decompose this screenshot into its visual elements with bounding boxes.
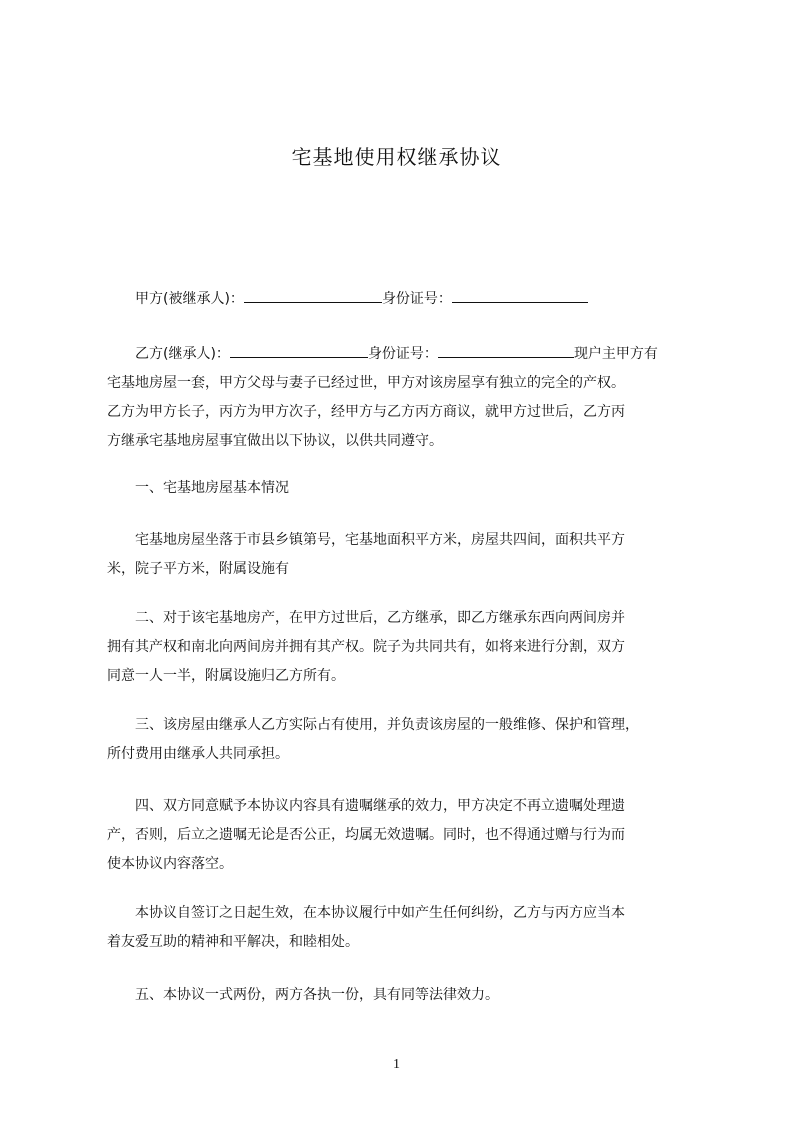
page-number: 1 [393,1057,400,1072]
party-a-paragraph [107,285,701,314]
section-1-heading [107,474,701,503]
party-b-id-label: 身份证号： [367,346,438,362]
section-2-line-1: 二、对于该宅基地房产，在甲方过世后，乙方继承，即乙方继承东西向两间房并 [135,610,625,626]
party-a-id-blank [452,288,588,303]
party-a-id-label: 身份证号： [381,291,452,307]
section-4-line-1: 四、双方同意赋予本协议内容具有遗嘱继承的效力，甲方决定不再立遗嘱处理遗 [135,798,625,814]
party-b-paragraph [107,340,701,456]
party-b-text-after: 现户主甲方有 [573,346,658,362]
section-1-heading-text: 一、宅基地房屋基本情况 [135,480,289,496]
effective-clause [107,899,701,957]
section-1-body [107,526,701,584]
section-3 [107,711,701,769]
party-b-line-2: 宅基地房屋一套，甲方父母与妻子已经过世，甲方对该房屋享有独立的完全的产权。 [107,375,625,391]
section-4-line-3: 使本协议内容落空。 [107,856,233,872]
section-5 [107,981,701,1010]
section-1-body-line-2: 米，院子平方米，附属设施有 [107,561,289,577]
party-a-name-blank [244,288,382,303]
party-b-name-blank [230,343,368,358]
section-5-text: 五、本协议一式两份，两方各执一份，具有同等法律效力。 [135,987,499,1003]
section-3-line-1: 三、该房屋由继承人乙方实际占有使用，并负责该房屋的一般维修、保护和管理， [135,717,639,733]
party-b-id-blank [438,343,574,358]
section-1-body-line-1: 宅基地房屋坐落于市县乡镇第号，宅基地面积平方米，房屋共四间，面积共平方 [135,532,625,548]
document-title: 宅基地使用权继承协议 [291,145,502,169]
effective-clause-line-1: 本协议自签订之日起生效，在本协议履行中如产生任何纠纷，乙方与丙方应当本 [135,905,625,921]
party-b-line-3: 乙方为甲方长子，丙方为甲方次子，经甲方与乙方丙方商议，就甲方过世后，乙方丙 [107,404,625,420]
party-b-label: 乙方(继承人)： [135,346,230,362]
effective-clause-line-2: 着友爱互助的精神和平解决，和睦相处。 [107,934,359,950]
section-4-line-2: 产，否则，后立之遗嘱无论是否公正，均属无效遗嘱。同时，也不得通过赠与行为而 [107,827,625,843]
section-3-line-2: 所付费用由继承人共同承担。 [107,746,289,762]
party-b-line-4: 方继承宅基地房屋事宜做出以下协议，以供共同遵守。 [107,433,443,449]
party-a-label: 甲方(被继承人)： [135,291,244,307]
section-2-line-3: 同意一人一半，附属设施归乙方所有。 [107,668,345,684]
section-2 [107,604,701,691]
section-2-line-2: 拥有其产权和南北向两间房并拥有其产权。院子为共同共有，如将来进行分割，双方 [107,639,625,655]
section-4 [107,792,701,879]
